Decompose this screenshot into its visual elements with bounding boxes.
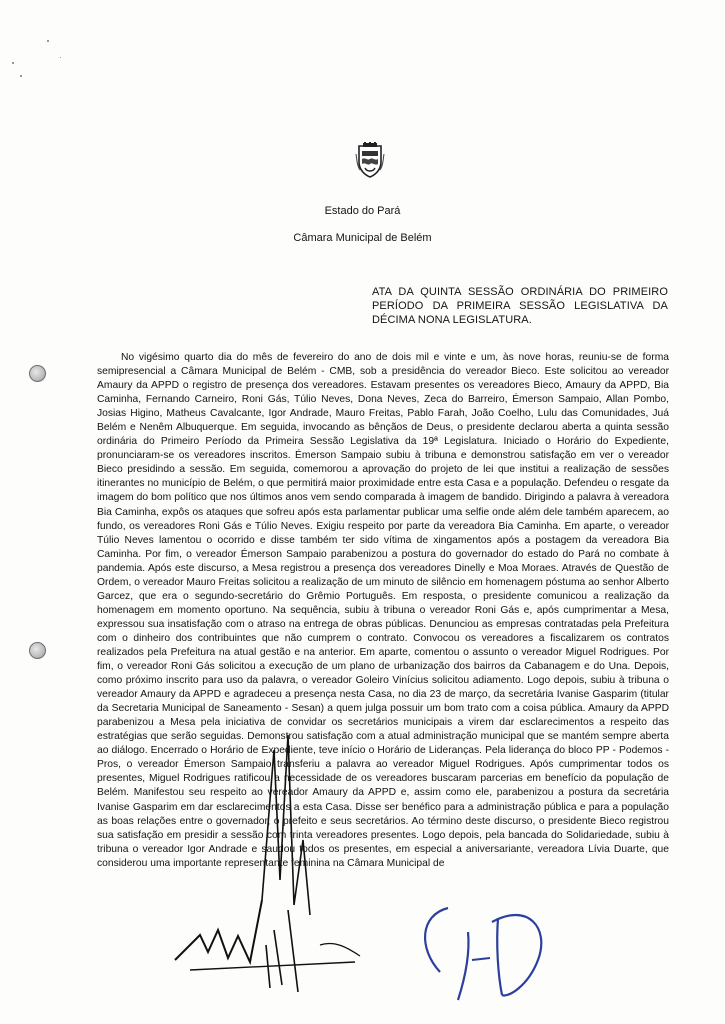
handwritten-initials-blue-icon <box>410 890 550 1010</box>
scan-speck <box>20 75 22 77</box>
handwritten-signature-black-icon <box>170 730 370 1000</box>
minutes-title: ATA DA QUINTA SESSÃO ORDINÁRIA DO PRIMEIRO PERÍODO DA PRIMEIRA SESSÃO LEGISLATIVA DA DÉCIMA NONA LEGISLATURA. <box>372 286 668 326</box>
scan-speck <box>47 40 49 42</box>
municipal-coat-of-arms-icon <box>355 142 385 178</box>
punch-hole-icon <box>29 365 46 382</box>
minutes-paragraph: No vigésimo quarto dia do mês de fevereiro do ano de dois mil e vinte e um, às nove horas, reuniu-se de forma semipresencial a Câmara Municipal de Belém - CMB, sob a presidência do vereador Bieco. Este solicitou ao vereador Amaury da APPD o registro de presença dos vereadores. Estavam presentes os vereadores Bieco, Amaury da APPD, Bia Caminha, Fernando Carneiro, Roni Gás, Túlio Neves, Dona Neves, Zeca do Barreiro, Émerson Sampaio, Allan Pombo, Josias Higino, Matheus Cavalcante, Igor Andrade, Mauro Freitas, Pablo Farah, João Coelho, Lulu das Comunidades, Juá Belém e Nenêm Albuquerque. Em seguida, invocando as bênçãos de Deus, o presidente declarou aberta a quinta sessão ordinária do Primeiro Período da Primeira Sessão Legislativa da 19ª Legislatura. Iniciado o Horário do Expediente, pronunciaram-se os vereadores inscritos. Émerson Sampaio subiu à tribuna e demonstrou satisfação em ver o vereador Bieco presidindo a sessão. Em seguida, comemorou a aprovação do projeto de lei que institui a realização de sessões itinerantes no município de Belém, o que permitirá maior proximidade entre esta Casa e a população. Defendeu o resgate da imagem do bom político que nos últimos anos vem sendo comparada à imagem de bandido. Dirigindo a palavra à vereadora Bia Caminha, expôs os ataques que sofreu após esta parlamentar publicar uma selfie onde além dele também aparecem, ao fundo, os vereadores Roni Gás e Túlio Neves. Exigiu respeito por parte da vereadora Bia Caminha. Em aparte, o vereador Túlio Neves lamentou o ocorrido e disse também ter sido vítima de xingamentos após a postagem da vereadora Bia Caminha. Por fim, o vereador Émerson Sampaio parabenizou a postura do governador do estado do Pará no combate à pandemia. Após este discurso, a Mesa registrou a presença dos vereadores Dinelly e Moa Moraes. Através de Questão de Ordem, o vereador Mauro Freitas solicitou a realização de um minuto de silêncio em homenagem póstuma ao senhor Alberto Garcez, que era o segundo-secretário do Grêmio Português. Em resposta, o presidente comunicou a realização da homenagem em momento oportuno. Na sequência, subiu à tribuna o vereador Roni Gás e, após cumprimentar a Mesa, expressou sua insatisfação com o atraso na entrega de obras públicas. Denunciou as empresas contratadas pela Prefeitura com o dinheiro dos contribuintes que não cumprem o contrato. Convocou os vereadores a fiscalizarem os contratos realizados pela Prefeitura na atual gestão e na anterior. Em aparte, comentou o assunto o vereador Miguel Rodrigues. Por fim, o vereador Roni Gás solicitou a execução de um plano de urbanização dos bairros da Cabanagem e do Una. Depois, como próximo inscrito para uso da palavra, o vereador Goleiro Vinícius solicitou adiamento. Logo depois, subiu à tribuna o vereador Amaury da APPD e agradeceu a presença nesta Casa, no dia 23 de março, da secretária Ivanise Gasparim (titular da Secretaria Municipal de Saneamento - Sesan) a quem julga possuir um bom trato com a coisa pública. Amaury da APPD parabenizou a Mesa pela iniciativa de convidar os secretários municipais a virem dar esclarecimentos a respeito das estratégias que serão seguidas. Demonstrou satisfação com a atual administração municipal que se mantém sempre aberta ao diálogo. Encerrado o Horário de Expediente, teve início o Horário de Lideranças. Pela liderança do bloco PP - Podemos - Pros, o vereador Émerson Sampaio transferiu a palavra ao vereador Miguel Rodrigues. Após cumprimentar todos os presentes, Miguel Rodrigues ratificou a necessidade de os vereadores buscaram parcerias em benefício da população de Belém. Manifestou seu respeito ao vereador Amaury da APPD e, assim como ele, parabenizou a postura da secretária Ivanise Gasparim em dar esclarecimentos a esta Casa. Disse ser benéfico para a administração pública e para a população as boas relações entre o governador, o prefeito e seus secretários. Ao término deste discurso, o presidente Bieco registrou sua satisfação em presidir a sessão com trinta vereadores presentes. Logo depois, pela bancada do Solidariedade, subiu à tribuna o vereador Igor Andrade e saudou todos os presentes, em especial a aniversariante, vereadora Lívia Duarte, que considerou uma importante representante feminina na Câmara Municipal de <box>97 352 669 869</box>
scan-speck <box>60 57 61 58</box>
state-heading: Estado do Pará <box>324 205 401 217</box>
scan-speck <box>12 62 14 64</box>
chamber-heading: Câmara Municipal de Belém <box>293 232 432 244</box>
punch-hole-icon <box>29 642 46 659</box>
